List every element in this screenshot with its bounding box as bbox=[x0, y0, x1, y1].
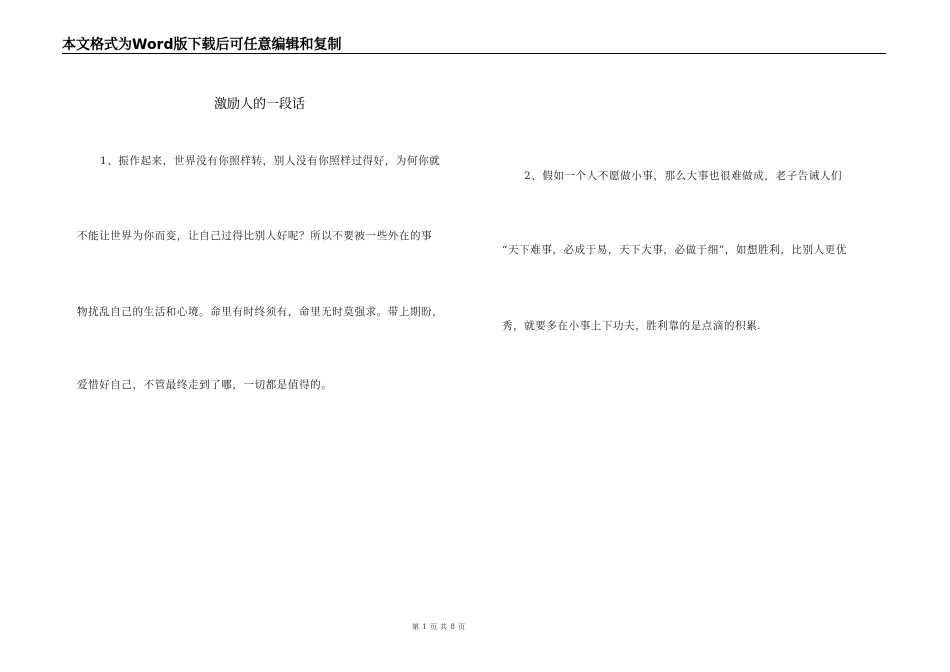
page-number: 第 1 页 共 8 页 bbox=[412, 623, 466, 631]
paragraph-line: 1、振作起来，世界没有你照样转，别人没有你照样过得好，为何你就 bbox=[100, 155, 441, 167]
paragraph-line: 秀，就要多在小事上下功夫，胜利靠的是点滴的积累. bbox=[502, 320, 762, 332]
paragraph-line: 物扰乱自己的生活和心境。命里有时终须有，命里无时莫强求。带上期盼， bbox=[77, 306, 444, 318]
paragraph-line: “天下难事，必成于易，天下大事，必做于细”，如想胜利，比别人更优 bbox=[502, 244, 847, 256]
paragraph-line: 不能让世界为你而变，让自己过得比别人好呢？所以不要被一些外在的事 bbox=[77, 230, 433, 242]
document-title: 激励人的一段话 bbox=[214, 97, 306, 112]
header-divider bbox=[62, 53, 886, 54]
paragraph-line: 2、假如一个人不愿做小事，那么大事也很难做成，老子告诫人们 bbox=[524, 170, 843, 182]
header-text: 本文格式为Word版下载后可任意编辑和复制 bbox=[62, 37, 342, 53]
paragraph-line: 爱惜好自己，不管最终走到了哪，一切都是值得的。 bbox=[77, 379, 333, 391]
